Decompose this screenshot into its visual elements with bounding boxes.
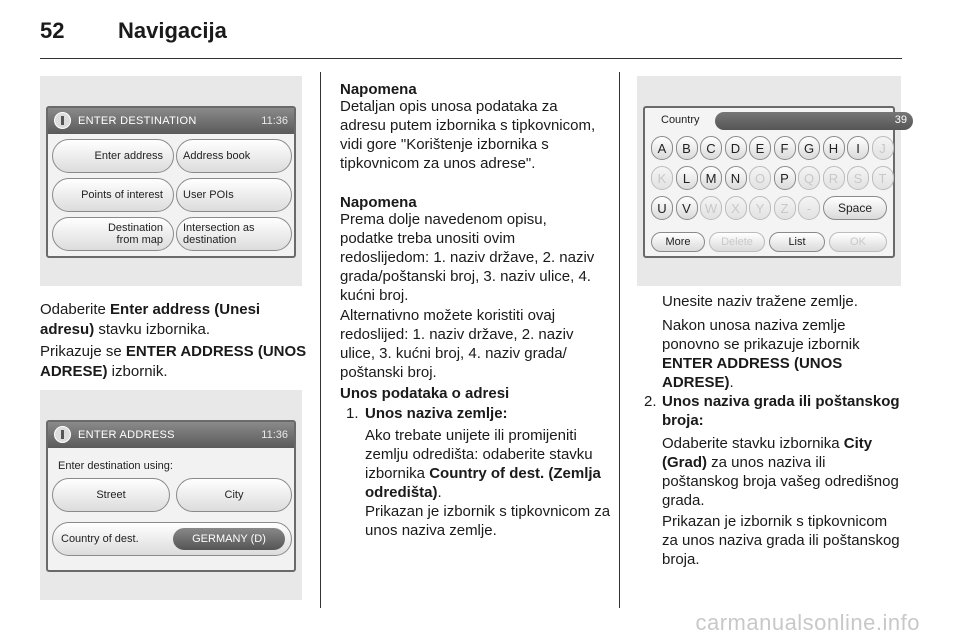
note2-alternative: Alternativno možete koristiti ovaj redoslijed: 1. naziv države, 2. naziv ulice, 3. kućni broj, 4. naziv grada/ poštanski broj. (340, 307, 574, 381)
screen-title: ENTER DESTINATION (78, 115, 197, 127)
text: stavku izbornika. (94, 321, 211, 338)
points-of-interest-button[interactable]: Points of interest (52, 178, 174, 212)
instruction-select-enter-address (40, 300, 310, 340)
text: . (437, 484, 442, 501)
intersection-as-destination-button[interactable] (176, 217, 292, 251)
screen-title-bar (48, 108, 294, 134)
text: Odaberite (40, 301, 111, 318)
key-j[interactable]: J (872, 136, 894, 160)
note2-body: Prema dolje navedenom opisu, podatke treba unositi ovim redoslijedom: 1. naziv države, 2. naziv grada/poštanski broj, 3. naziv ulice, 4. kućni broj. (340, 211, 595, 304)
intersection-line1: Intersection as (183, 222, 255, 234)
country-label: Country (661, 114, 700, 126)
menu-name: ENTER ADDRESS (UNOS ADRESE) (662, 355, 843, 391)
watermark: carmanualsonline.info (695, 610, 920, 635)
text: . (729, 374, 734, 391)
step2-keyboard-note: Prikazan je izbornik s tipkovnicom za unos naziva grada ili poštanskog broja. (662, 513, 900, 568)
key-g[interactable]: G (798, 136, 820, 160)
header-divider (40, 58, 902, 59)
country-value: GERMANY (D) (173, 528, 285, 550)
step1-title: Unos naziva zemlje: (365, 405, 508, 422)
screenshot-panel-country-keyboard (637, 76, 907, 286)
key-w[interactable]: W (700, 196, 722, 220)
key-dash[interactable]: - (798, 196, 820, 220)
key-t[interactable]: T (872, 166, 894, 190)
key-v[interactable]: V (676, 196, 698, 220)
menu-item-name: Enter address (Unesi adresu) (40, 301, 261, 338)
step1-keyboard-note: Prikazan je izbornik s tipkovnicom za unos naziva zemlje. (365, 503, 611, 539)
note2-heading: Napomena (340, 194, 417, 211)
key-c[interactable]: C (700, 136, 722, 160)
key-m[interactable]: M (700, 166, 722, 190)
key-h[interactable]: H (823, 136, 845, 160)
enter-address-button[interactable]: Enter address (52, 139, 174, 173)
clock: 11:36 (261, 429, 288, 441)
more-button[interactable]: More (651, 232, 705, 252)
enter-country-instruction: Unesite naziv tražene zemlje. (662, 293, 858, 310)
key-u[interactable]: U (651, 196, 673, 220)
street-button[interactable]: Street (52, 478, 170, 512)
step2-instruction (662, 434, 902, 510)
step1-number: 1. (346, 405, 359, 422)
step2-title: Unos naziva grada ili poštanskog broja: (662, 393, 900, 429)
text: Odaberite stavku izbornika (662, 435, 844, 452)
enter-destination-screen (46, 106, 296, 258)
text: Nakon unosa naziva zemlje ponovno se prikazuje izbornik (662, 317, 860, 353)
text: za unos naziva ili poštanskog broja vašeg odredišnog grada. (662, 454, 899, 509)
page-title: Navigacija (118, 18, 227, 43)
address-book-button[interactable]: Address book (176, 139, 292, 173)
destination-from-map-line1: Destination (107, 222, 163, 234)
screen-title: ENTER ADDRESS (78, 429, 175, 441)
key-d[interactable]: D (725, 136, 747, 160)
text: izbornik. (107, 363, 168, 380)
list-button[interactable]: List (769, 232, 825, 252)
key-n[interactable]: N (725, 166, 747, 190)
delete-button[interactable]: Delete (709, 232, 765, 252)
note1-heading: Napomena (340, 81, 417, 98)
destination-from-map-line2: from map (116, 234, 163, 246)
key-r[interactable]: R (823, 166, 845, 190)
key-p[interactable]: P (774, 166, 796, 190)
screenshot-panel-enter-address (40, 390, 302, 600)
key-x[interactable]: X (725, 196, 747, 220)
screen-title-bar (48, 422, 294, 448)
city-button[interactable]: City (176, 478, 292, 512)
key-s[interactable]: S (847, 166, 869, 190)
ok-button[interactable]: OK (829, 232, 887, 252)
screenshot-panel-enter-destination (40, 76, 302, 286)
intersection-line2: destination (183, 234, 237, 246)
key-b[interactable]: B (676, 136, 698, 160)
country-of-dest-button[interactable] (52, 522, 292, 556)
space-key[interactable]: Space (823, 196, 887, 220)
key-a[interactable]: A (651, 136, 673, 160)
after-country-note (662, 316, 902, 392)
menu-item-name: City (Grad) (662, 435, 873, 471)
destination-prompt: Enter destination using: (58, 460, 173, 472)
key-e[interactable]: E (749, 136, 771, 160)
country-label: Country of dest. (61, 533, 139, 545)
key-o[interactable]: O (749, 166, 771, 190)
destination-from-map-button[interactable] (52, 217, 174, 251)
column-divider-2 (619, 72, 620, 608)
text: Prikazuje se (40, 343, 126, 360)
page-number: 52 (40, 18, 65, 43)
user-pois-button[interactable]: User POIs (176, 178, 292, 212)
instruction-menu-shown (40, 342, 310, 382)
key-q[interactable]: Q (798, 166, 820, 190)
step2-number: 2. (644, 393, 657, 410)
info-icon (54, 426, 71, 443)
menu-item-name: Country of dest. (Zemlja odredišta) (365, 465, 601, 501)
key-y[interactable]: Y (749, 196, 771, 220)
key-f[interactable]: F (774, 136, 796, 160)
enter-address-screen (46, 420, 296, 572)
step1-instruction (365, 426, 615, 502)
key-i[interactable]: I (847, 136, 869, 160)
match-count: 39 (894, 114, 907, 126)
country-input[interactable] (715, 112, 913, 130)
key-l[interactable]: L (676, 166, 698, 190)
column-divider-1 (320, 72, 321, 608)
note1-body: Detaljan opis unosa podataka za adresu putem izbornika s tipkovnicom, vidi gore "Korištenje izbornika s tipkovnicom za unos adrese". (340, 98, 596, 172)
text: Ako trebate unijete ili promijeniti zemlju odredišta: odaberite stavku izbornika (365, 427, 593, 482)
clock: 11:36 (261, 115, 288, 127)
section-heading: Unos podataka o adresi (340, 385, 510, 402)
key-z[interactable]: Z (774, 196, 796, 220)
menu-name: ENTER ADDRESS (UNOS ADRESE) (40, 343, 307, 380)
country-keyboard-screen (643, 106, 907, 258)
info-icon (54, 112, 71, 129)
key-k[interactable]: K (651, 166, 673, 190)
